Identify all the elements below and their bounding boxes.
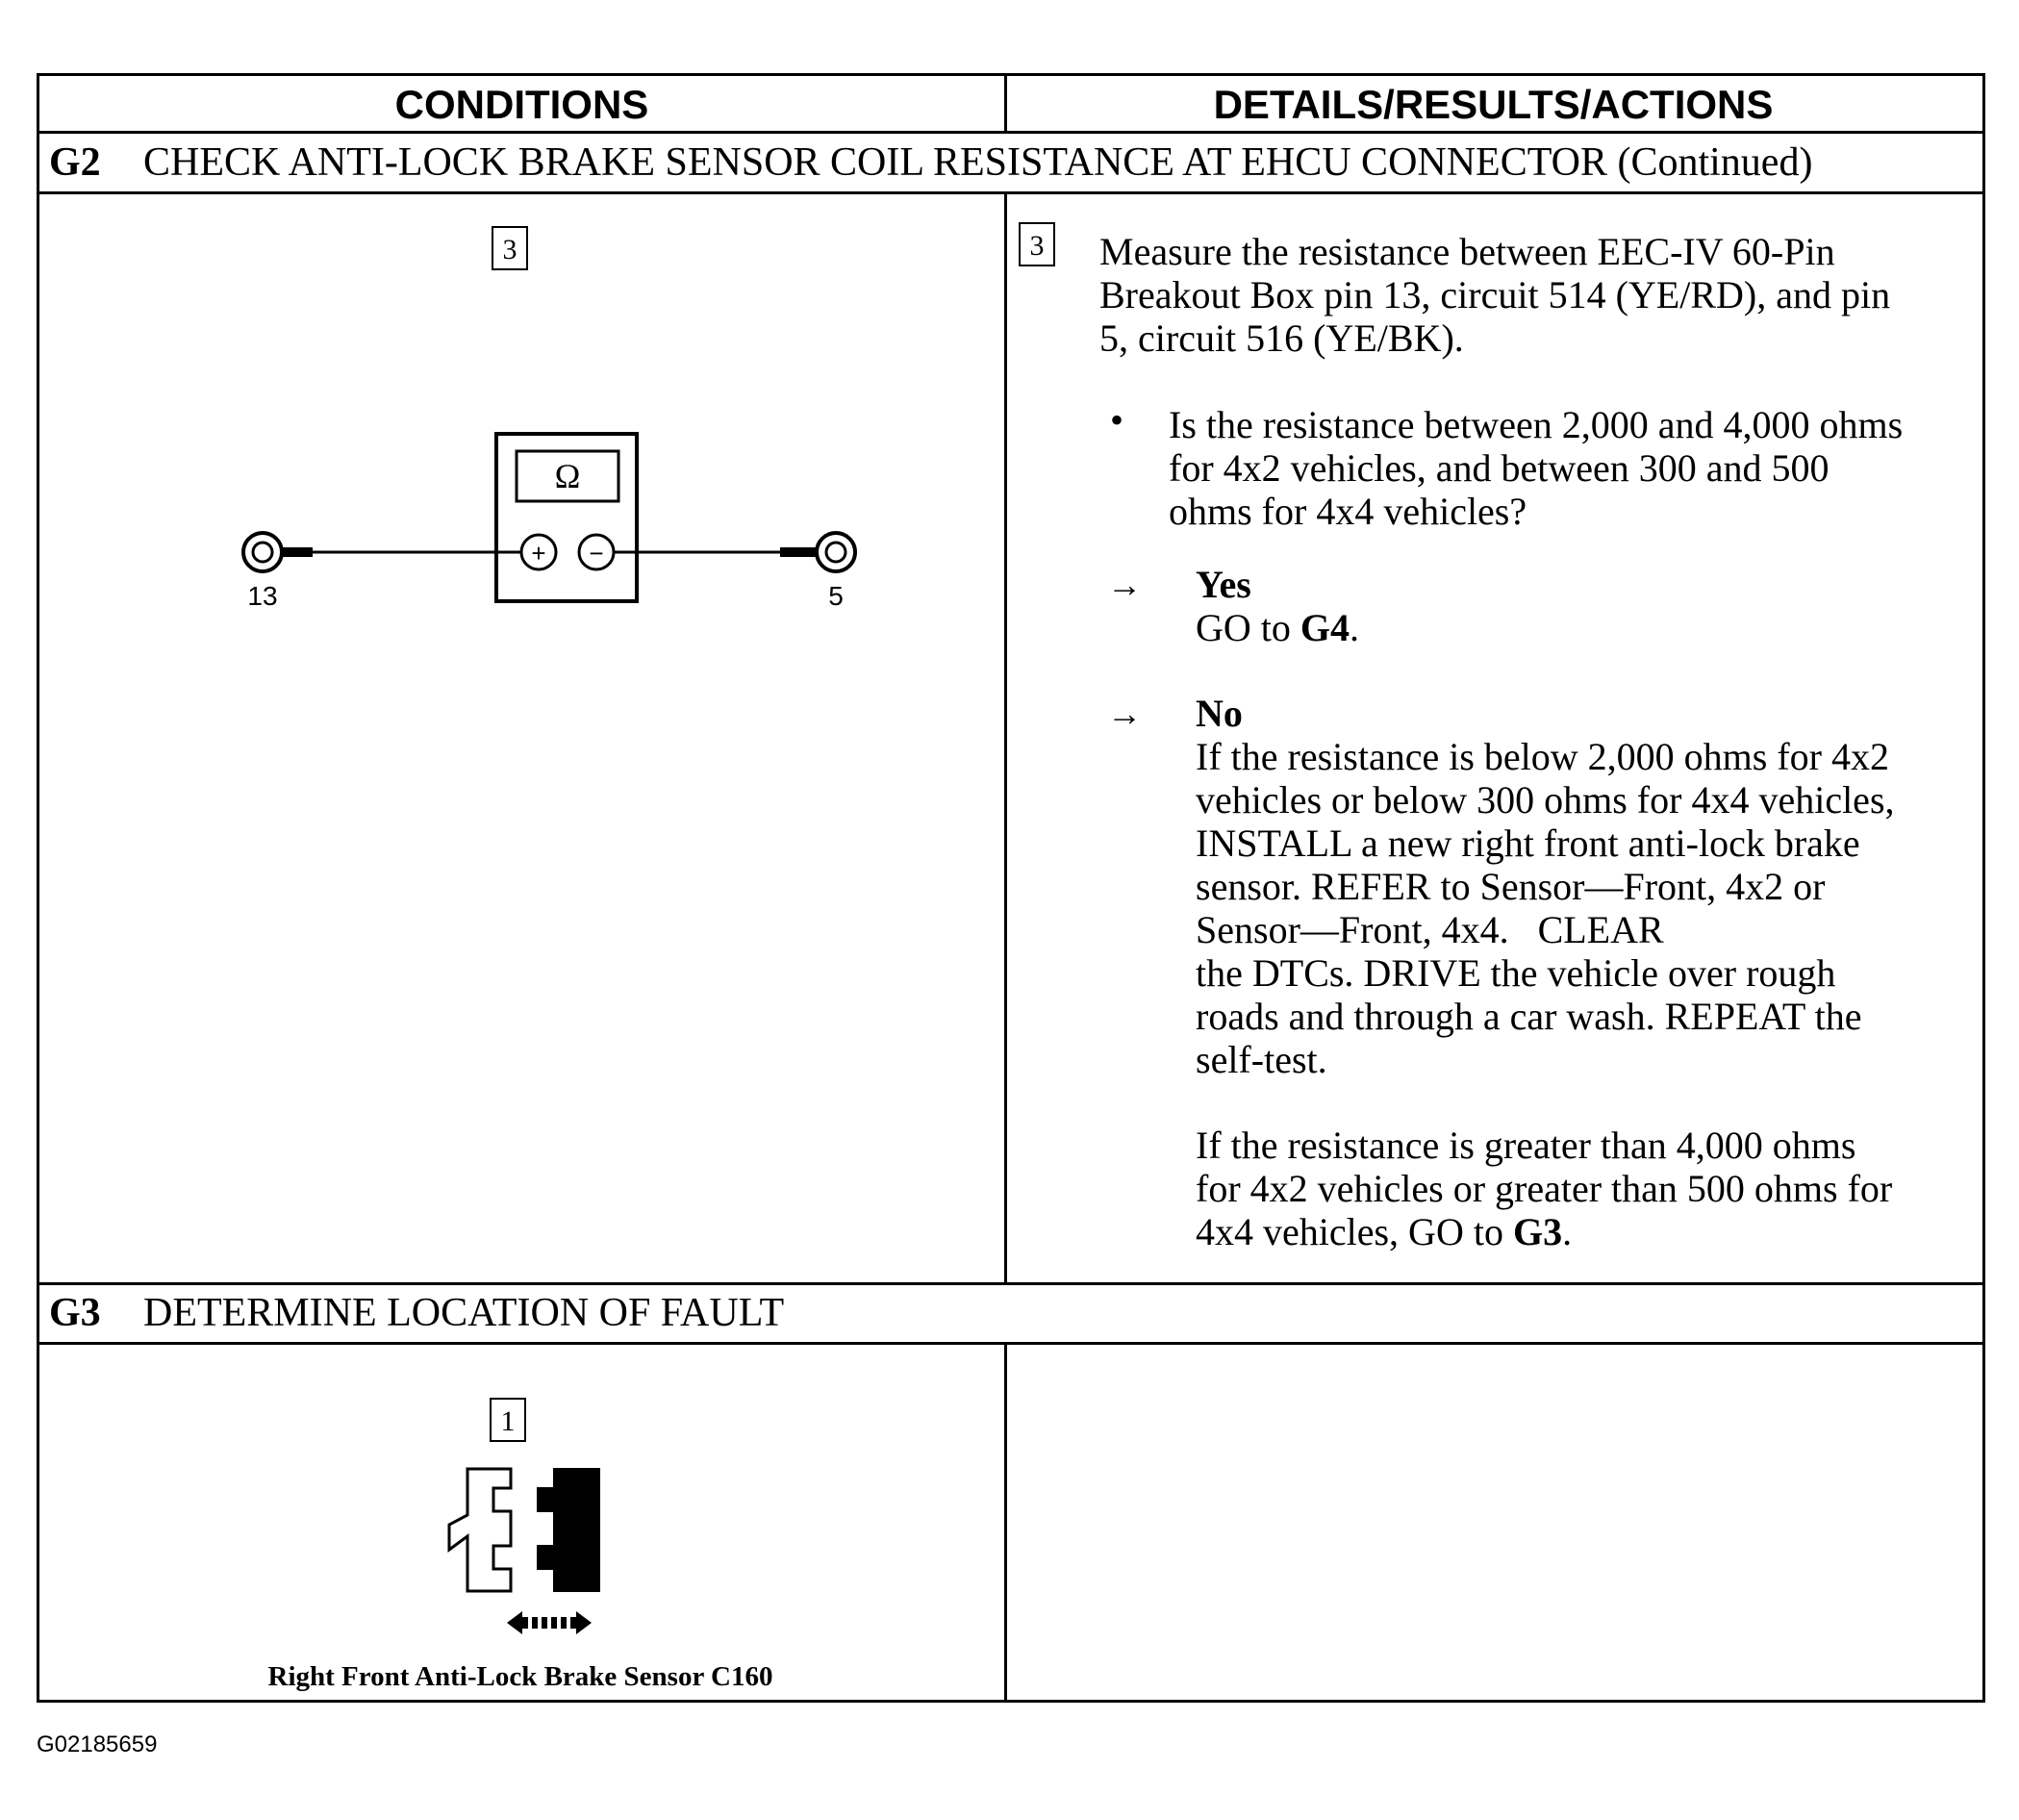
no-action-line: sensor. REFER to Sensor—Front, 4x2 or <box>1196 865 1826 908</box>
no-action2-line: 4x4 vehicles, GO to G3. <box>1196 1210 1573 1253</box>
minus-sign: − <box>589 539 604 568</box>
no-action-line: INSTALL a new right front anti-lock brake <box>1196 822 1860 865</box>
connector-diagram <box>415 1461 645 1644</box>
conditions-header: CONDITIONS <box>394 82 649 127</box>
g2-section-id: G2 <box>49 140 101 185</box>
ohmmeter-diagram <box>193 422 905 634</box>
connector-caption: Right Front Anti-Lock Brake Sensor C160 <box>267 1661 773 1692</box>
g3-condition-step-box: 1 <box>490 1398 526 1442</box>
g2-instruction <box>1099 230 1984 360</box>
separation-arrow <box>507 1611 592 1634</box>
details-header: DETAILS/RESULTS/ACTIONS <box>1213 82 1774 127</box>
no-action-line: vehicles or below 300 ohms for 4x4 vehicles, <box>1196 778 1895 822</box>
instruction-line: Breakout Box pin 13, circuit 514 (YE/RD), and pin <box>1099 273 1891 316</box>
no-label: No <box>1196 692 1243 735</box>
figure-code: G02185659 <box>37 1732 158 1757</box>
instruction-line: 5, circuit 516 (YE/BK). <box>1099 316 1464 360</box>
pin-5-label: 5 <box>828 581 844 611</box>
g3-title-divider <box>39 1342 1982 1345</box>
no-action-line: the DTCs. DRIVE the vehicle over rough <box>1196 951 1836 995</box>
question-line: Is the resistance between 2,000 and 4,000 ohms <box>1169 403 1904 446</box>
connector-right-half <box>538 1469 599 1591</box>
yes-action: GO to G4. <box>1196 606 1360 649</box>
g3-column-divider <box>1004 1342 1007 1700</box>
g3-section-id: G3 <box>49 1291 101 1335</box>
no-arrow: → <box>1107 695 1142 733</box>
no-action-line: Sensor—Front, 4x4. CLEAR <box>1196 908 1664 951</box>
header-column-divider <box>1004 76 1007 134</box>
question-line: for 4x2 vehicles, and between 300 and 500 <box>1169 446 1830 490</box>
g2-section-title: CHECK ANTI-LOCK BRAKE SENSOR COIL RESISTANCE AT EHCU CONNECTOR (Continued) <box>143 140 1813 185</box>
ohm-symbol: Ω <box>554 457 581 495</box>
plus-sign: + <box>531 539 546 568</box>
g2-detail-step-box: 3 <box>1019 222 1055 266</box>
connector-left-half <box>449 1469 511 1591</box>
right-probe-tip <box>780 547 817 557</box>
no-action-line: roads and through a car wash. REPEAT the <box>1196 995 1862 1038</box>
no-action-line: If the resistance is below 2,000 ohms for 4x2 <box>1196 735 1889 778</box>
g3-section-title: DETERMINE LOCATION OF FAULT <box>143 1291 785 1335</box>
g2-condition-step-box: 3 <box>492 226 528 270</box>
question-line: ohms for 4x4 vehicles? <box>1169 490 1527 533</box>
instruction-line: Measure the resistance between EEC-IV 60-Pin <box>1099 230 1835 273</box>
no-action-line: self-test. <box>1196 1038 1327 1081</box>
g2-column-divider <box>1004 191 1007 1285</box>
no-action2-line: If the resistance is greater than 4,000 ohms <box>1196 1124 1856 1167</box>
yes-branch <box>1196 563 1984 649</box>
no-action2-line: for 4x2 vehicles or greater than 500 ohms for <box>1196 1167 1893 1210</box>
yes-arrow: → <box>1107 566 1142 604</box>
g2-question <box>1169 403 1996 533</box>
g2-title-divider <box>39 191 1982 194</box>
question-bullet: • <box>1110 398 1124 442</box>
g2-bottom-divider <box>39 1282 1982 1285</box>
no-branch <box>1196 692 1994 1253</box>
procedure-table <box>37 73 1985 1703</box>
yes-label: Yes <box>1196 563 1251 606</box>
header-divider <box>39 131 1982 134</box>
pin-13-label: 13 <box>247 581 278 611</box>
